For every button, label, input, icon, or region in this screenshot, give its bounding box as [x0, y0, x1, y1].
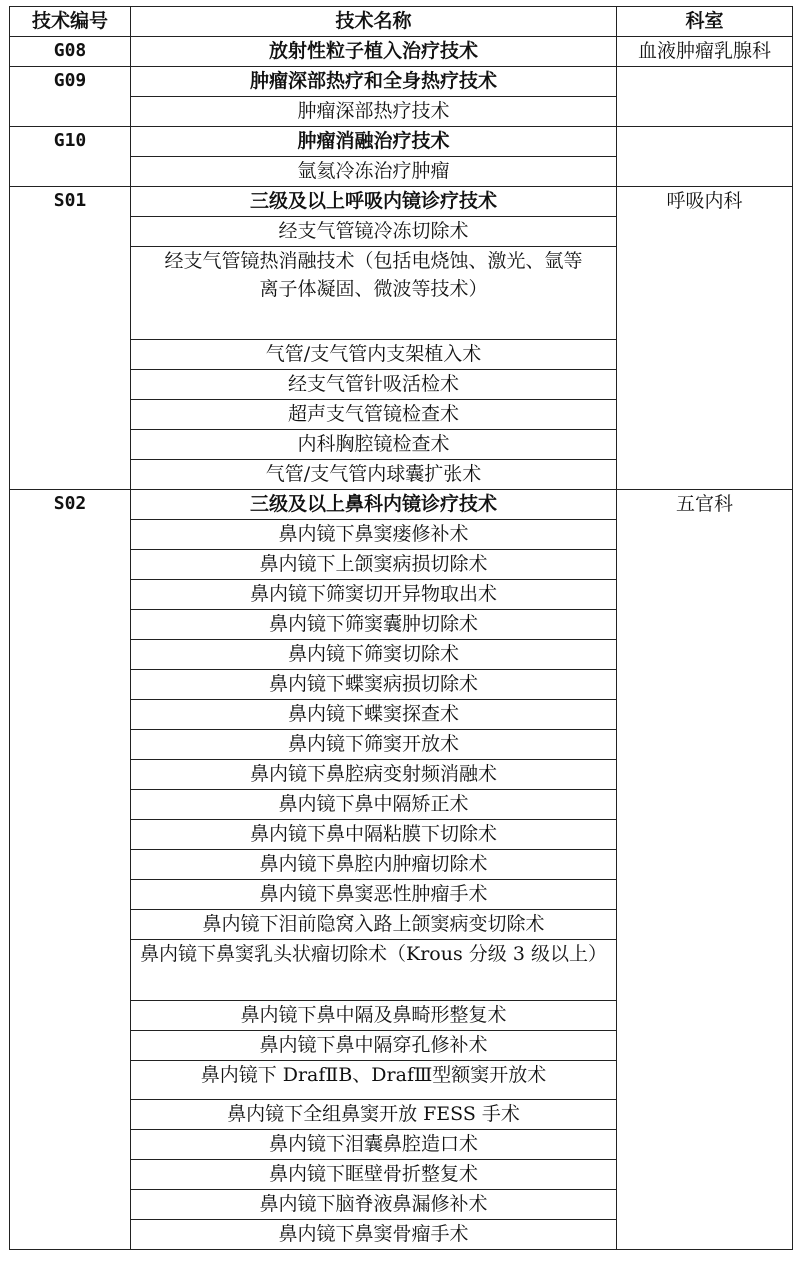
tech-item-name: 鼻内镜下鼻窦乳头状瘤切除术（Krous 分级 3 级以上）: [131, 940, 617, 1001]
tech-item-name: 鼻内镜下上颌窦病损切除术: [131, 550, 617, 580]
tech-code: S02: [10, 490, 131, 1250]
tech-item-name: 鼻内镜下鼻腔病变射频消融术: [131, 760, 617, 790]
tech-item-name: 鼻内镜下鼻窦骨瘤手术: [131, 1220, 617, 1250]
tech-group-title: 肿瘤深部热疗和全身热疗技术: [131, 67, 617, 97]
header-code: 技术编号: [10, 7, 131, 37]
tech-item-name: 鼻内镜下全组鼻窦开放 FESS 手术: [131, 1100, 617, 1130]
group-title-row: [10, 127, 793, 157]
tech-item-name: 鼻内镜下筛窦切开异物取出术: [131, 580, 617, 610]
tech-item-name: 鼻内镜下鼻中隔矫正术: [131, 790, 617, 820]
department: [617, 127, 793, 187]
tech-item-name: 经支气管镜热消融技术（包括电烧蚀、激光、氩等 离子体凝固、微波等技术）: [131, 247, 617, 340]
tech-item-name: 鼻内镜下鼻中隔及鼻畸形整复术: [131, 1001, 617, 1031]
department: 五官科: [617, 490, 793, 1250]
tech-item-name: 鼻内镜下泪囊鼻腔造口术: [131, 1130, 617, 1160]
tech-item-name: 鼻内镜下眶壁骨折整复术: [131, 1160, 617, 1190]
group-title-row: [10, 37, 793, 67]
tech-item-name: 鼻内镜下筛窦切除术: [131, 640, 617, 670]
tech-item-name: 超声支气管镜检查术: [131, 400, 617, 430]
tech-code: G09: [10, 67, 131, 127]
tech-group-title: 放射性粒子植入治疗技术: [131, 37, 617, 67]
tech-code: S01: [10, 187, 131, 490]
tech-item-name: 经支气管镜冷冻切除术: [131, 217, 617, 247]
tech-group-title: 三级及以上鼻科内镜诊疗技术: [131, 490, 617, 520]
tech-item-name: 内科胸腔镜检查术: [131, 430, 617, 460]
tech-item-name: 鼻内镜下鼻窦恶性肿瘤手术: [131, 880, 617, 910]
header-row: [10, 7, 793, 37]
department: 呼吸内科: [617, 187, 793, 490]
technology-table: [9, 6, 793, 1250]
department: [617, 67, 793, 127]
tech-item-name: 经支气管针吸活检术: [131, 370, 617, 400]
tech-group-title: 三级及以上呼吸内镜诊疗技术: [131, 187, 617, 217]
tech-item-name: 鼻内镜下蝶窦探查术: [131, 700, 617, 730]
tech-code: G10: [10, 127, 131, 187]
tech-item-name: 鼻内镜下 DrafⅡB、DrafⅢ型额窦开放术: [131, 1061, 617, 1100]
tech-item-name: 鼻内镜下鼻中隔穿孔修补术: [131, 1031, 617, 1061]
tech-item-name: 鼻内镜下脑脊液鼻漏修补术: [131, 1190, 617, 1220]
tech-item-name: 鼻内镜下泪前隐窝入路上颌窦病变切除术: [131, 910, 617, 940]
header-dept: 科室: [617, 7, 793, 37]
tech-item-name: 鼻内镜下蝶窦病损切除术: [131, 670, 617, 700]
tech-item-name: 肿瘤深部热疗技术: [131, 97, 617, 127]
tech-item-name: 鼻内镜下鼻腔内肿瘤切除术: [131, 850, 617, 880]
header-name: 技术名称: [131, 7, 617, 37]
tech-code: G08: [10, 37, 131, 67]
group-title-row: [10, 490, 793, 520]
group-title-row: [10, 187, 793, 217]
tech-item-name: 气管/支气管内支架植入术: [131, 340, 617, 370]
group-title-row: [10, 67, 793, 97]
tech-item-name: 鼻内镜下筛窦囊肿切除术: [131, 610, 617, 640]
tech-item-name: 鼻内镜下鼻窦瘘修补术: [131, 520, 617, 550]
tech-item-name: 气管/支气管内球囊扩张术: [131, 460, 617, 490]
tech-item-name: 鼻内镜下筛窦开放术: [131, 730, 617, 760]
department: 血液肿瘤乳腺科: [617, 37, 793, 67]
tech-group-title: 肿瘤消融治疗技术: [131, 127, 617, 157]
tech-item-name: 氩氦冷冻治疗肿瘤: [131, 157, 617, 187]
table-body: [10, 7, 793, 1250]
tech-item-name: 鼻内镜下鼻中隔粘膜下切除术: [131, 820, 617, 850]
